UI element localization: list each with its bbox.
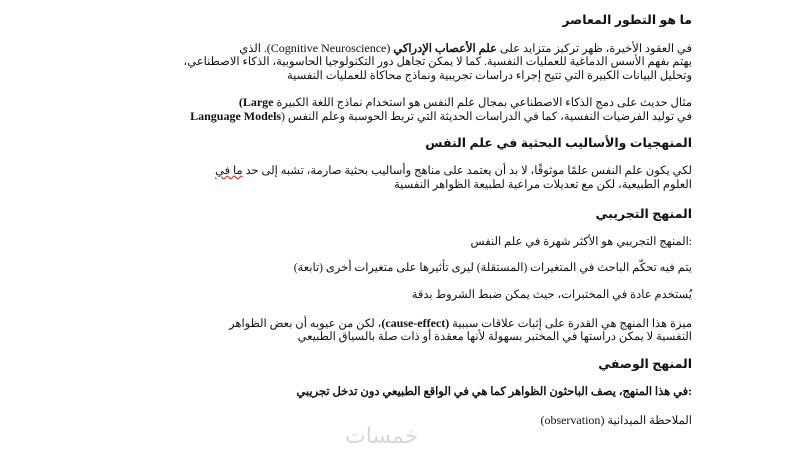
latin-term: Language Models: [190, 109, 282, 123]
section-heading-methods: المنهجيات والأساليب البحثية في علم النفس: [425, 136, 692, 150]
latin-term: (cause-effect): [381, 316, 450, 330]
section-heading-contemporary: ما هو التطور المعاصر: [562, 13, 692, 27]
paragraph-line: [92, 316, 692, 331]
text-span: في توليد الفرضيات النفسية، كما في الدراسات الحديثة التي تربط الحوسبة وعلم النفس (: [281, 111, 692, 123]
text-span: ، لكن من عيوبه أن بعض الظواهر: [229, 318, 382, 330]
paragraph-line: [92, 164, 692, 178]
paragraph-line: [92, 95, 692, 110]
text-span: . الذي: [239, 43, 267, 55]
paragraph-line: العلوم الطبيعية، لكن مع تعديلات مراعية لطبيعة الظواهر النفسية: [394, 179, 692, 191]
paragraph-line: النفسية لا يمكن دراستها في المختبر بسهولة لأنها معقدة أو ذات صلة بالسياق الطبيعي: [297, 331, 692, 343]
paragraph-line: :المنهج التجريبي هو الأكثر شهرة في علم النفس: [470, 236, 692, 248]
latin-term: Large): [238, 95, 274, 109]
paragraph-line: [92, 41, 692, 56]
text-span: الملاحظة الميدانية: [607, 415, 692, 427]
subsection-heading-experimental: المنهج التجريبي: [595, 207, 692, 221]
paragraph-line: [92, 109, 692, 124]
watermark-logo: خمسات: [345, 424, 419, 449]
bold-term: علم الأعصاب الإدراكي: [393, 43, 497, 55]
latin-term: (observation): [540, 413, 605, 427]
latin-term: (Cognitive Neuroscience): [266, 41, 391, 55]
text-span: في العقود الأخيرة، ظهر تركيز متزايد على: [496, 43, 692, 55]
paragraph-line: يتم فيه تحكّم الباحث في المتغيرات (المستقلة) ليرى تأثيرها على متغيرات أخرى (تابعة): [293, 262, 692, 274]
paragraph-line: :في هذا المنهج، يصف الباحثون الظواهر كما هي في الواقع الطبيعي دون تدخل تجريبي: [296, 386, 692, 398]
text-span: ميزة هذا المنهج هي القدرة على إثبات علاقات سببية: [452, 318, 692, 330]
subsection-heading-descriptive: المنهج الوصفي: [598, 357, 692, 371]
paragraph-line: يهتم بفهم الأسس الدماغية للعمليات النفسية. كما لا يمكن تجاهل دور التكنولوجيا الحاسوبية، الذكاء الاصطناعي،: [183, 56, 692, 68]
paragraph-line: يُستخدم عادة في المختبرات، حيث يمكن ضبط الشروط بدقة: [411, 289, 692, 301]
text-span: مثال حديث على دمج الذكاء الاصطناعي بمجال علم النفس هو استخدام نماذج اللغة الكبيرة: [276, 97, 692, 109]
text-span: لكي يكون علم النفس علمًا موثوقًا، لا بد أن يعتمد على مناهج وأساليب بحثية صارمة، تشبه إلى حد: [242, 165, 692, 177]
paragraph-line: وتحليل البيانات الكبيرة التي تتيح إجراء دراسات تجريبية ونماذج محاكاة للعمليات النفسية: [286, 70, 692, 82]
spellcheck-flag: ما في: [215, 165, 243, 177]
